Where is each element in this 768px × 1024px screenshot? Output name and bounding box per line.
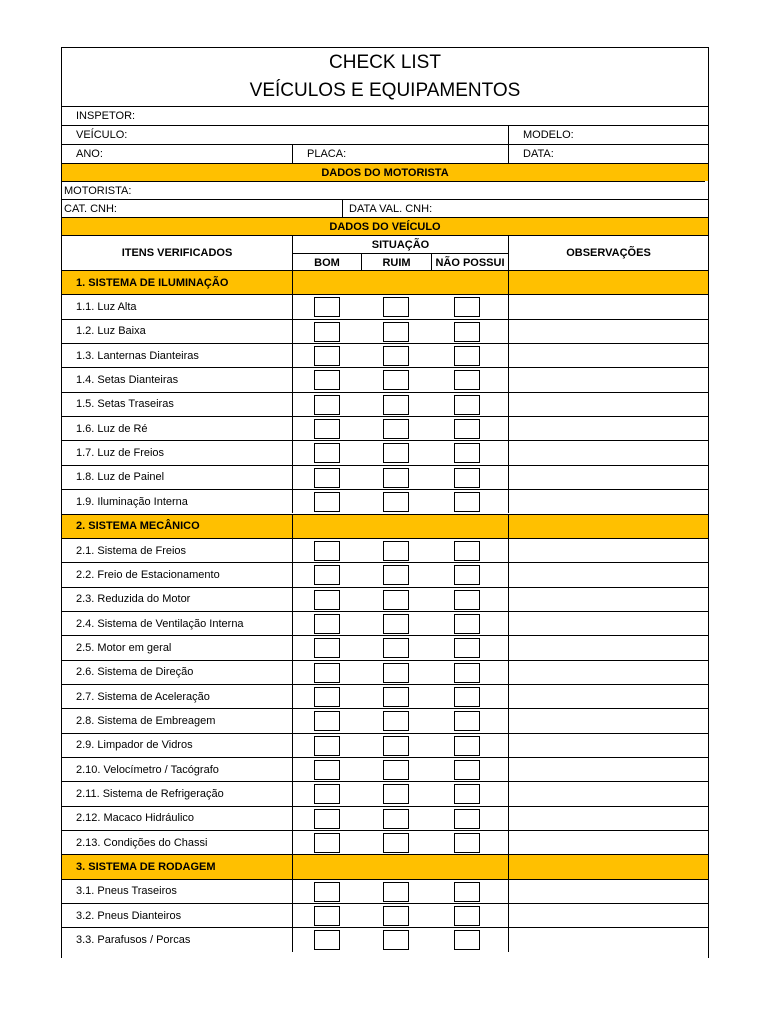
checkbox-nao-possui[interactable] [454, 930, 480, 950]
checkbox-ruim[interactable] [383, 492, 409, 512]
checkbox-ruim[interactable] [383, 711, 409, 731]
checklist-item-row [62, 538, 708, 562]
checkbox-nao-possui[interactable] [454, 297, 480, 317]
checklist-item-row [62, 733, 708, 757]
checkbox-nao-possui[interactable] [454, 711, 480, 731]
observacoes-input[interactable] [508, 928, 708, 951]
item-label: 2.10. Velocímetro / Tacógrafo [76, 763, 219, 776]
observacoes-input[interactable] [508, 320, 708, 343]
checkbox-bom[interactable] [314, 346, 340, 366]
observacoes-input[interactable] [508, 661, 708, 684]
veiculo-row [62, 125, 708, 144]
inspetor-field[interactable] [62, 107, 708, 125]
observacoes-input[interactable] [508, 636, 708, 659]
section-situacao-cell [292, 855, 508, 878]
checkbox-bom[interactable] [314, 468, 340, 488]
veiculo-section-title: DADOS DO VEÍCULO [329, 220, 441, 233]
item-label: 1.8. Luz de Painel [76, 471, 165, 484]
checkbox-bom[interactable] [314, 322, 340, 342]
checkbox-bom[interactable] [314, 590, 340, 610]
observacoes-input[interactable] [508, 539, 708, 562]
checkbox-nao-possui[interactable] [454, 614, 480, 634]
checkbox-nao-possui[interactable] [454, 492, 480, 512]
checkbox-ruim[interactable] [383, 565, 409, 585]
observacoes-input[interactable] [508, 490, 708, 513]
checklist-item-row [62, 416, 708, 440]
item-label: 2.6. Sistema de Direção [76, 666, 194, 679]
checklist-item-row [62, 319, 708, 343]
checkbox-ruim[interactable] [383, 346, 409, 366]
inspetor-row [62, 106, 708, 125]
checklist-item-row [62, 562, 708, 586]
checkbox-nao-possui[interactable] [454, 346, 480, 366]
checkbox-nao-possui[interactable] [454, 395, 480, 415]
title-line-2: VEÍCULOS E EQUIPAMENTOS [249, 80, 521, 101]
motorista-label: MOTORISTA: [64, 184, 132, 197]
item-label: 2.5. Motor em geral [76, 641, 172, 654]
checkbox-bom[interactable] [314, 614, 340, 634]
placa-label: PLACA: [307, 148, 347, 160]
col-ruim: RUIM [361, 254, 431, 271]
checkbox-ruim[interactable] [383, 468, 409, 488]
item-label: 2.4. Sistema de Ventilação Interna [76, 617, 244, 630]
checkbox-nao-possui[interactable] [454, 638, 480, 658]
veiculo-field[interactable] [62, 126, 508, 144]
observacoes-input[interactable] [508, 417, 708, 440]
checkbox-nao-possui[interactable] [454, 419, 480, 439]
checkbox-bom[interactable] [314, 809, 340, 829]
checkbox-bom[interactable] [314, 297, 340, 317]
checklist-item-row [62, 757, 708, 781]
col-situacao: SITUAÇÃO [292, 236, 508, 254]
section-title: 3. SISTEMA DE RODAGEM [76, 861, 216, 874]
observacoes-input[interactable] [508, 709, 708, 732]
checklist-item-row [62, 367, 708, 391]
checkbox-nao-possui[interactable] [454, 322, 480, 342]
motorista-row [61, 181, 705, 199]
data-label: DATA: [523, 148, 554, 160]
observacoes-input[interactable] [508, 612, 708, 635]
section-observacoes-cell [508, 855, 708, 878]
checklist-item-row [62, 684, 708, 708]
col-observacoes: OBSERVAÇÕES [508, 236, 708, 270]
checklist-item-row [62, 587, 708, 611]
checklist-item-row [62, 635, 708, 659]
checklist-item-row [62, 465, 708, 489]
checkbox-ruim[interactable] [383, 638, 409, 658]
section-header [62, 854, 708, 878]
item-label: 1.7. Luz de Freios [76, 447, 165, 460]
item-label: 2.7. Sistema de Aceleração [76, 690, 210, 703]
checkbox-bom[interactable] [314, 711, 340, 731]
checkbox-ruim[interactable] [383, 663, 409, 683]
cat-cnh-label: CAT. CNH: [64, 202, 117, 215]
observacoes-input[interactable] [508, 393, 708, 416]
checkbox-ruim[interactable] [383, 930, 409, 950]
observacoes-input[interactable] [508, 466, 708, 489]
checkbox-nao-possui[interactable] [454, 760, 480, 780]
checklist-item-row [62, 392, 708, 416]
motorista-field[interactable] [61, 182, 705, 199]
checkbox-bom[interactable] [314, 638, 340, 658]
section-header [62, 514, 708, 538]
observacoes-input[interactable] [508, 831, 708, 854]
checkbox-ruim[interactable] [383, 297, 409, 317]
veiculo-label: VEÍCULO: [76, 129, 128, 141]
checkbox-nao-possui[interactable] [454, 906, 480, 926]
checkbox-ruim[interactable] [383, 882, 409, 902]
checklist-item-row [62, 294, 708, 318]
section-situacao-cell [292, 271, 508, 294]
checkbox-bom[interactable] [314, 736, 340, 756]
checklist-item-row [62, 830, 708, 854]
section-observacoes-cell [508, 515, 708, 538]
checkbox-nao-possui[interactable] [454, 468, 480, 488]
checkbox-bom[interactable] [314, 370, 340, 390]
observacoes-input[interactable] [508, 904, 708, 927]
checklist-item-row [62, 489, 708, 513]
item-label: 2.12. Macaco Hidráulico [76, 812, 195, 825]
checkbox-ruim[interactable] [383, 590, 409, 610]
col-bom: BOM [292, 254, 361, 271]
checklist-item-row [62, 611, 708, 635]
observacoes-input[interactable] [508, 685, 708, 708]
data-field[interactable] [508, 145, 708, 163]
veiculo-section-header [62, 217, 708, 235]
checklist-item-row [62, 879, 708, 903]
checklist-sheet [61, 47, 709, 958]
checkbox-nao-possui[interactable] [454, 882, 480, 902]
modelo-label: MODELO: [523, 129, 574, 141]
checklist-item-row [62, 903, 708, 927]
checkbox-bom[interactable] [314, 663, 340, 683]
item-label: 2.9. Limpador de Vidros [76, 739, 193, 752]
col-nao-possui: NÃO POSSUI [431, 254, 508, 271]
checkbox-ruim[interactable] [383, 833, 409, 853]
section-title: 1. SISTEMA DE ILUMINAÇÃO [76, 276, 229, 289]
checkbox-ruim[interactable] [383, 687, 409, 707]
observacoes-input[interactable] [508, 734, 708, 757]
checkbox-bom[interactable] [314, 760, 340, 780]
ano-field[interactable] [62, 145, 292, 163]
observacoes-input[interactable] [508, 782, 708, 805]
observacoes-input[interactable] [508, 441, 708, 464]
col-itens-verificados: ITENS VERIFICADOS [121, 247, 233, 259]
section-header [62, 270, 708, 294]
data-val-cnh-label: DATA VAL. CNH: [349, 202, 433, 215]
observacoes-input[interactable] [508, 295, 708, 318]
item-label: 1.6. Luz de Ré [76, 422, 148, 435]
checkbox-nao-possui[interactable] [454, 370, 480, 390]
observacoes-input[interactable] [508, 588, 708, 611]
checkbox-nao-possui[interactable] [454, 590, 480, 610]
motorista-section-header [62, 163, 708, 181]
item-label: 2.13. Condições do Chassi [76, 836, 208, 849]
checkbox-nao-possui[interactable] [454, 809, 480, 829]
checkbox-nao-possui[interactable] [454, 687, 480, 707]
observacoes-input[interactable] [508, 344, 708, 367]
checklist-item-row [62, 440, 708, 464]
observacoes-input[interactable] [508, 880, 708, 903]
item-label: 1.2. Luz Baixa [76, 325, 146, 338]
checkbox-nao-possui[interactable] [454, 443, 480, 463]
checklist-item-row [62, 927, 708, 951]
observacoes-input[interactable] [508, 758, 708, 781]
checkbox-bom[interactable] [314, 882, 340, 902]
item-label: 1.5. Setas Traseiras [76, 398, 174, 411]
item-label: 3.1. Pneus Traseiros [76, 885, 177, 898]
checkbox-nao-possui[interactable] [454, 565, 480, 585]
checkbox-bom[interactable] [314, 906, 340, 926]
item-label: 2.8. Sistema de Embreagem [76, 714, 216, 727]
ano-row [62, 144, 708, 163]
checkbox-bom[interactable] [314, 784, 340, 804]
title-line-1: CHECK LIST [329, 52, 441, 73]
checkbox-bom[interactable] [314, 687, 340, 707]
checkbox-ruim[interactable] [383, 736, 409, 756]
checkbox-ruim[interactable] [383, 784, 409, 804]
checkbox-bom[interactable] [314, 930, 340, 950]
item-label: 1.4. Setas Dianteiras [76, 374, 179, 387]
checkbox-ruim[interactable] [383, 906, 409, 926]
column-header [62, 235, 708, 270]
checkbox-ruim[interactable] [383, 322, 409, 342]
checklist-item-row [62, 660, 708, 684]
observacoes-input[interactable] [508, 368, 708, 391]
item-label: 2.1. Sistema de Freios [76, 544, 187, 557]
checkbox-ruim[interactable] [383, 541, 409, 561]
checkbox-ruim[interactable] [383, 419, 409, 439]
item-label: 3.3. Parafusos / Porcas [76, 934, 191, 947]
checkbox-ruim[interactable] [383, 395, 409, 415]
checkbox-ruim[interactable] [383, 809, 409, 829]
checkbox-bom[interactable] [314, 833, 340, 853]
checkbox-nao-possui[interactable] [454, 736, 480, 756]
checkbox-bom[interactable] [314, 419, 340, 439]
checkbox-nao-possui[interactable] [454, 784, 480, 804]
item-label: 1.3. Lanternas Dianteiras [76, 349, 199, 362]
cnh-row [62, 199, 708, 217]
item-label: 3.2. Pneus Dianteiros [76, 909, 182, 922]
data-val-cnh-field[interactable] [342, 200, 708, 217]
checkbox-nao-possui[interactable] [454, 541, 480, 561]
cat-cnh-field[interactable] [62, 200, 342, 217]
section-situacao-cell [292, 515, 508, 538]
checkbox-bom[interactable] [314, 395, 340, 415]
ano-label: ANO: [76, 148, 103, 160]
checkbox-ruim[interactable] [383, 614, 409, 634]
checkbox-bom[interactable] [314, 492, 340, 512]
checklist-item-row [62, 343, 708, 367]
item-label: 2.2. Freio de Estacionamento [76, 568, 220, 581]
checkbox-nao-possui[interactable] [454, 833, 480, 853]
checkbox-ruim[interactable] [383, 760, 409, 780]
item-label: 1.9. Iluminação Interna [76, 495, 188, 508]
checkbox-bom[interactable] [314, 565, 340, 585]
placa-field[interactable] [292, 145, 508, 163]
checklist-item-row [62, 781, 708, 805]
checklist-item-row [62, 708, 708, 732]
item-label: 2.3. Reduzida do Motor [76, 593, 191, 606]
observacoes-input[interactable] [508, 807, 708, 830]
modelo-field[interactable] [508, 126, 708, 144]
checkbox-nao-possui[interactable] [454, 663, 480, 683]
title-block [62, 48, 708, 106]
item-label: 1.1. Luz Alta [76, 301, 137, 314]
observacoes-input[interactable] [508, 563, 708, 586]
checklist-item-row [62, 806, 708, 830]
section-observacoes-cell [508, 271, 708, 294]
checkbox-bom[interactable] [314, 443, 340, 463]
checkbox-ruim[interactable] [383, 370, 409, 390]
motorista-section-title: DADOS DO MOTORISTA [321, 166, 449, 179]
checkbox-ruim[interactable] [383, 443, 409, 463]
section-title: 2. SISTEMA MECÂNICO [76, 520, 200, 533]
checkbox-bom[interactable] [314, 541, 340, 561]
item-label: 2.11. Sistema de Refrigeração [76, 788, 224, 801]
inspetor-label: INSPETOR: [76, 110, 136, 122]
